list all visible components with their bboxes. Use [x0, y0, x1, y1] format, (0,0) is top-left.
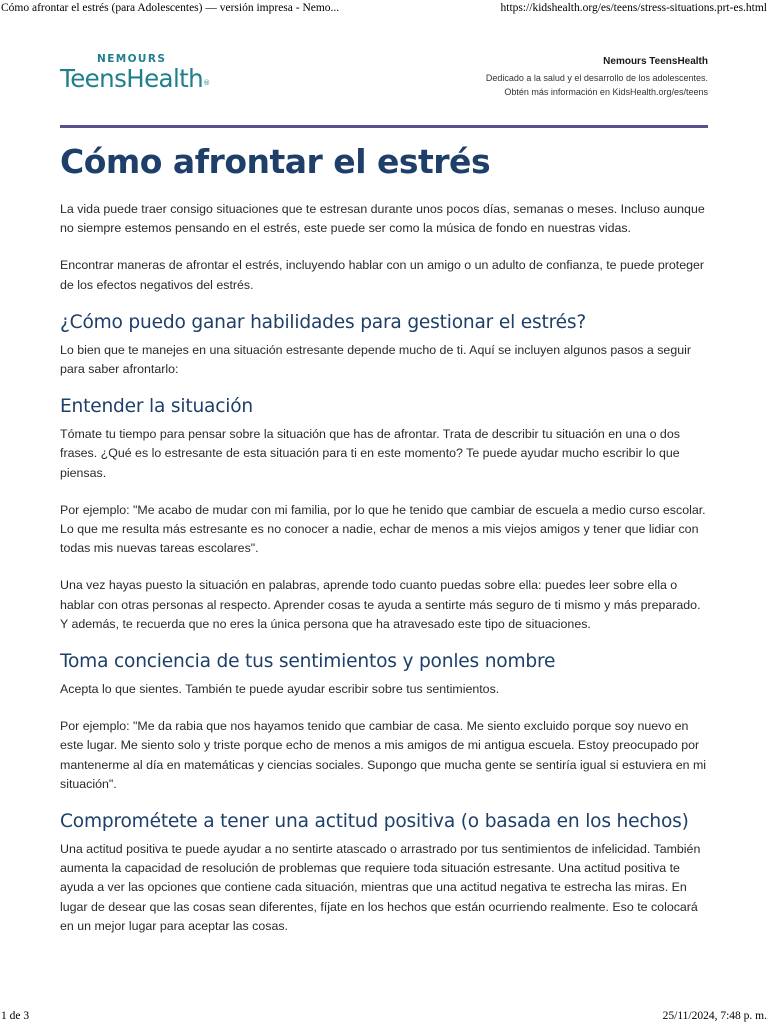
header-divider	[60, 125, 708, 128]
article-body	[60, 140, 710, 954]
logo-name: TeensHealth	[60, 64, 204, 93]
print-page-url: https://kidshealth.org/es/teens/stress-situations.prt-es.html	[500, 2, 767, 14]
logo-nemours-text: NEMOURS	[97, 53, 167, 65]
org-info	[486, 56, 708, 99]
article-title: Cómo afrontar el estrés	[60, 142, 491, 181]
heading-positive-attitude: Comprométete a tener una actitud positiva (o basada en los hechos)	[60, 811, 689, 833]
skills-paragraph: Lo bien que te manejes en una situación estresante depende mucho de ti. Aquí se incluyen algunos pasos a seguir para saber afrontarlo:	[60, 342, 691, 377]
feelings-paragraph-1: Acepta lo que sientes. También te puede ayudar escribir sobre tus sentimientos.	[60, 682, 500, 697]
print-footer	[0, 1010, 768, 1024]
teenshealth-logo	[60, 53, 210, 93]
page-number: 1 de 3	[1, 1010, 30, 1022]
print-page-title: Cómo afrontar el estrés (para Adolescentes) — versión impresa - Nemo...	[1, 2, 340, 14]
heading-understand-situation: Entender la situación	[60, 396, 253, 418]
feelings-paragraph-2: Por ejemplo: "Me da rabia que nos hayamos tenido que cambiar de casa. Me siento excluido porque soy nuevo en este lugar. Me siento solo y triste porque echo de menos a mis amigos de mi antigua escuela. Estoy preocupado por mantenerme al día en matemáticas y ciencias sociales. Supongo que mucha gente se sentiría igual si estuviera en mi situación".	[60, 719, 707, 791]
heading-stress-skills: ¿Cómo puedo ganar habilidades para gestionar el estrés?	[60, 311, 586, 333]
print-datetime: 25/11/2024, 7:48 p. m.	[662, 1010, 767, 1022]
org-name: Nemours TeensHealth	[603, 56, 708, 67]
print-header	[0, 0, 768, 18]
intro-paragraph-2: Encontrar maneras de afrontar el estrés, incluyendo hablar con un amigo o un adulto de confianza, te puede proteger de los efectos negativos del estrés.	[60, 258, 705, 292]
understand-paragraph-2: Por ejemplo: "Me acabo de mudar con mi familia, por lo que he tenido que cambiar de escuela a medio curso escolar. Lo que me resulta más estresante es no conocer a nadie, echar de menos a mis viejos amigos y tener que lidiar con todas mis nuevas tareas escolares".	[60, 502, 706, 556]
heading-feelings: Toma conciencia de tus sentimientos y ponles nombre	[60, 651, 556, 673]
logo-teenshealth-text	[60, 65, 210, 93]
understand-paragraph-3: Una vez hayas puesto la situación en palabras, aprende todo cuanto puedas sobre ella: puedes leer sobre ella o hablar con otras personas al respecto. Aprender cosas te ayuda a sentirte más seguro de ti mismo y más preparado. Y además, te recuerda que no eres la única persona que ha atravesado este tipo de situaciones.	[60, 578, 701, 631]
org-more-info: Obtén más información en KidsHealth.org/es/teens	[504, 87, 708, 97]
trademark-mark: ®	[203, 79, 210, 87]
understand-paragraph-1: Tómate tu tiempo para pensar sobre la situación que has de afrontar. Trata de describir tu situación en una o dos frases. ¿Qué es lo estresante de esta situación para ti en este momento? Te puede ayudar mucho escribir lo que piensas.	[60, 427, 680, 480]
intro-paragraph-1: La vida puede traer consigo situaciones que te estresan durante unos pocos días, semanas o meses. Incluso aunque no siempre estemos pensando en el estrés, este puede ser como la música de fondo en nuestras vidas.	[60, 202, 705, 236]
org-tagline: Dedicado a la salud y el desarrollo de los adolescentes.	[485, 73, 708, 83]
attitude-paragraph-1: Una actitud positiva te puede ayudar a no sentirte atascado o arrastrado por tus sentimientos de infelicidad. También aumenta la capacidad de resolución de problemas que requiere toda situación estresante. Una actitud positiva te ayuda a ver las opciones que contiene cada situación, mientras que una actitud negativa te estrecha las miras. En lugar de desear que las cosas sean diferentes, fíjate en los hechos que están ocurriendo realmente. Eso te colocará en un mejor lugar para aceptar las cosas.	[60, 842, 701, 933]
